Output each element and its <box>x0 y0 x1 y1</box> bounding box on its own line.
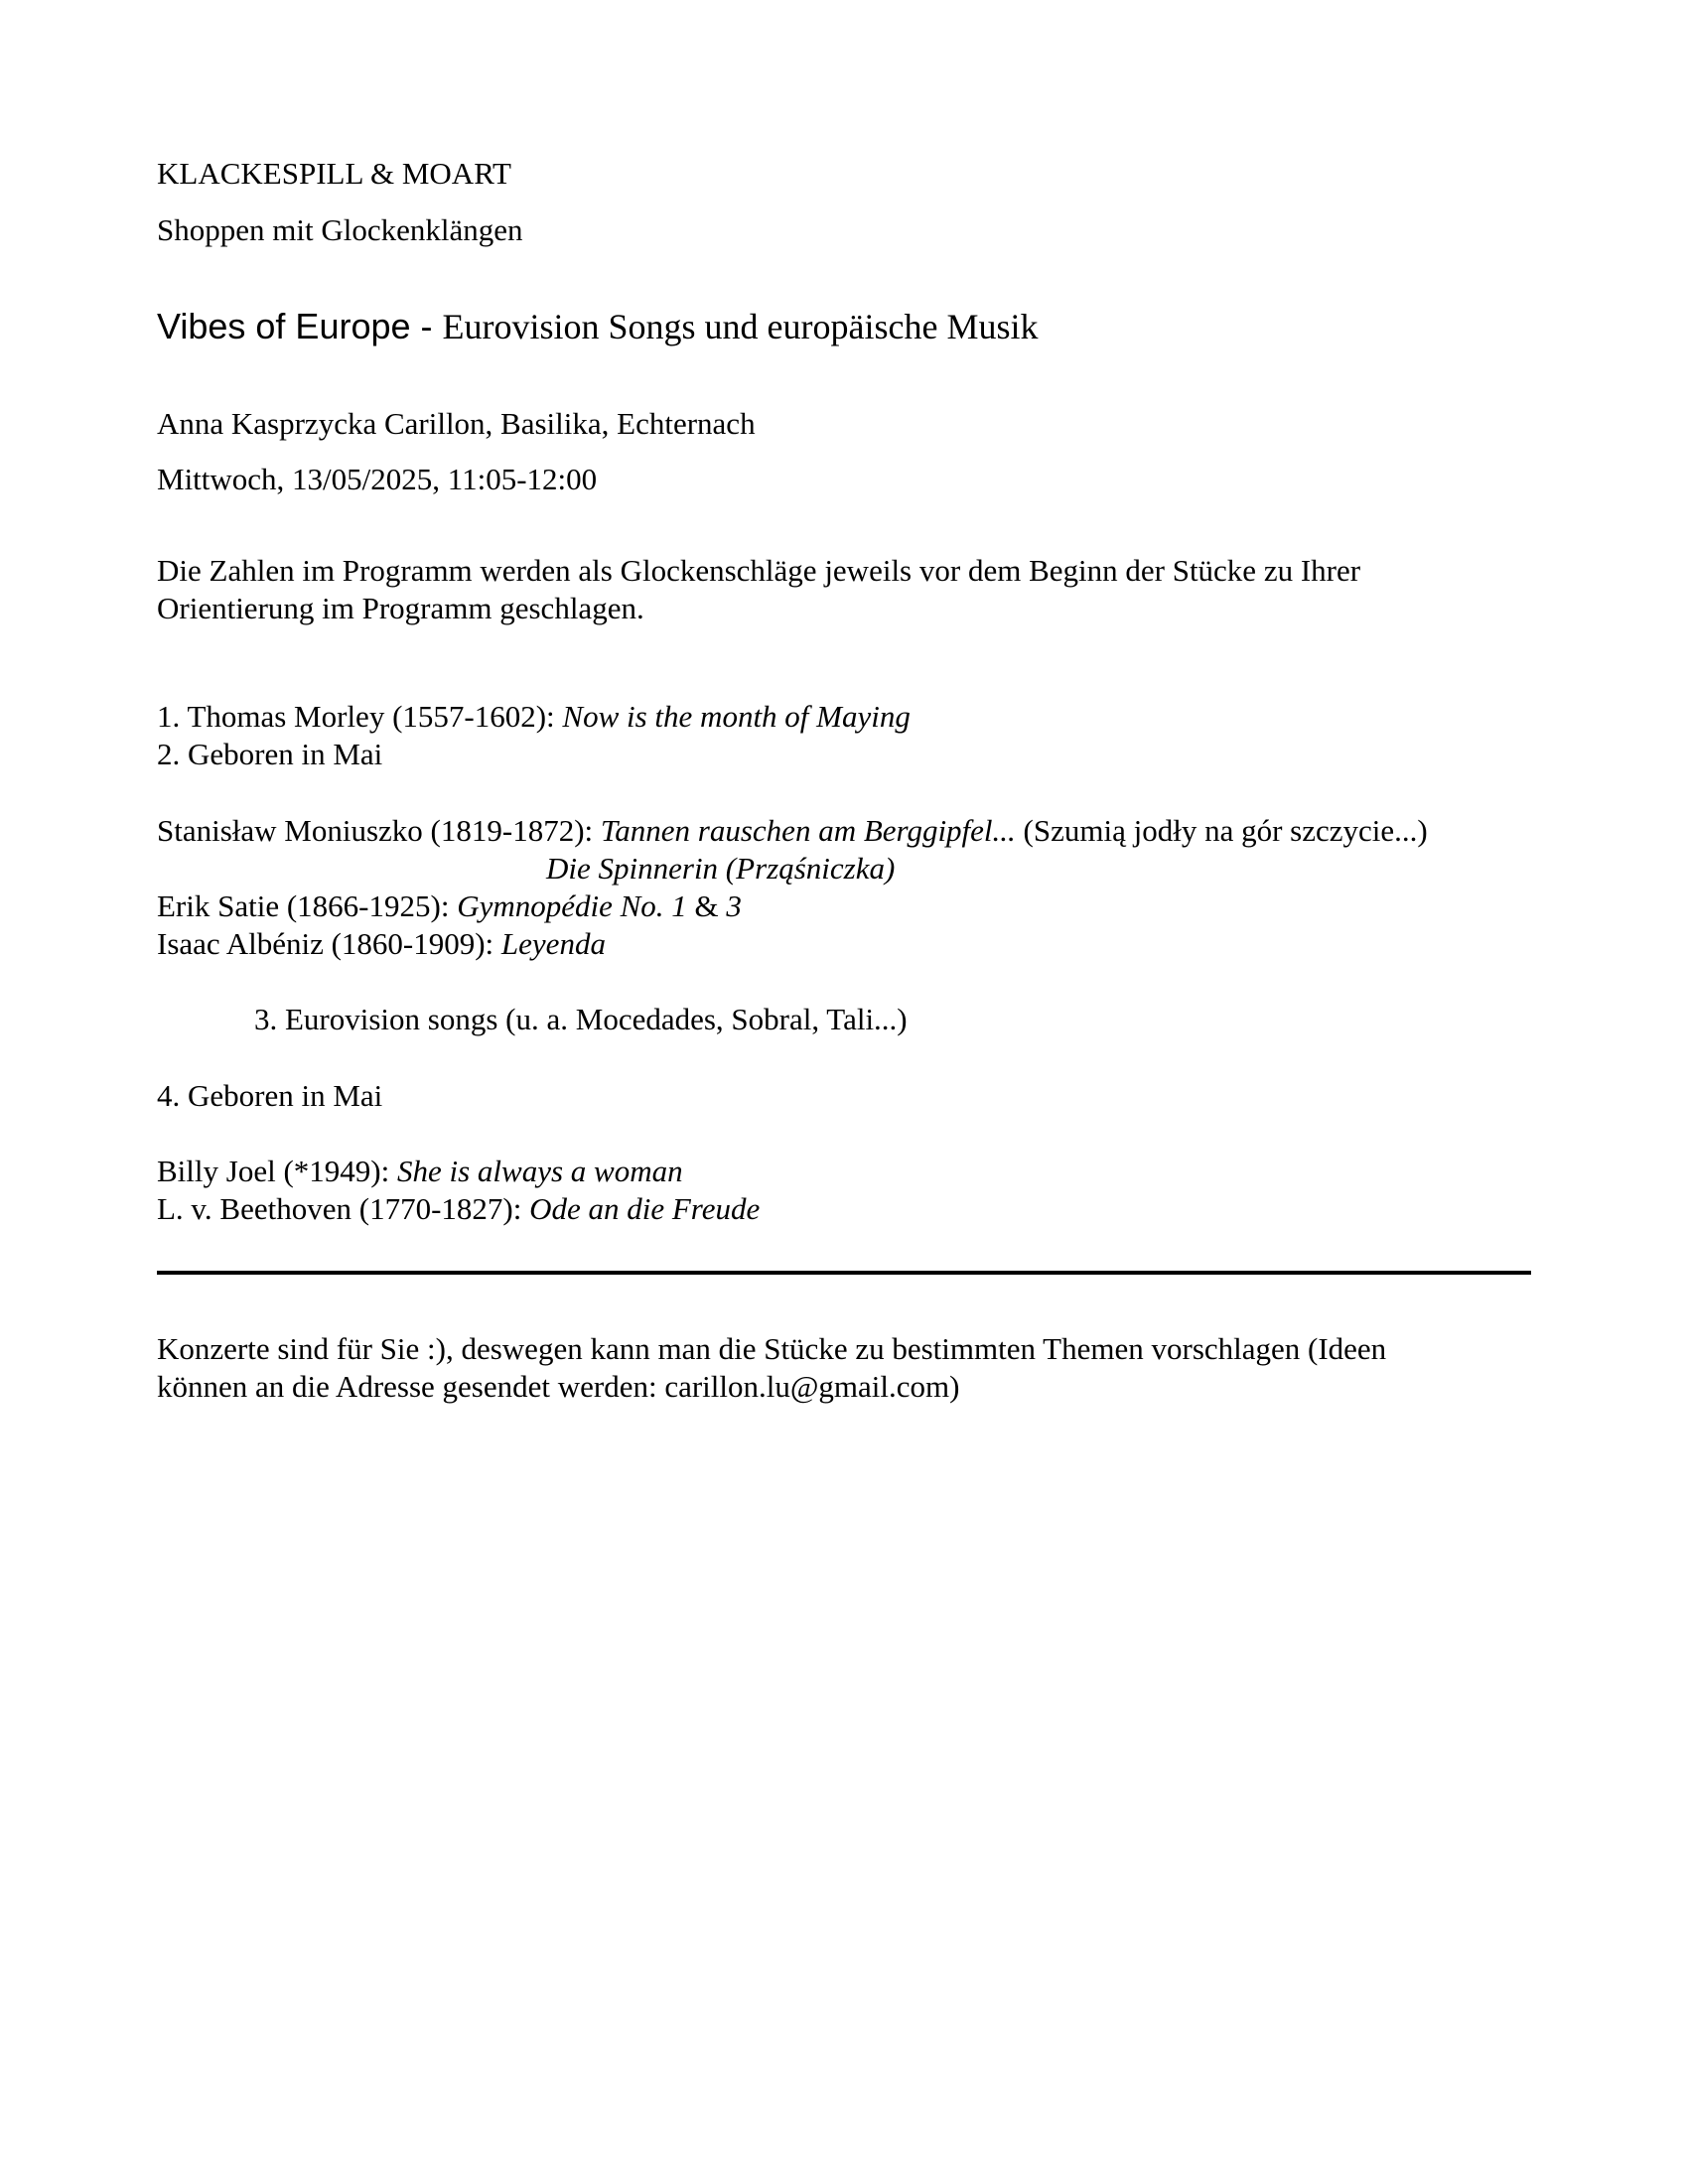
program-title <box>157 308 1038 347</box>
date-time-line: Mittwoch, 13/05/2025, 11:05-12:00 <box>157 462 598 496</box>
beethoven-work: Ode an die Freude <box>529 1191 761 1226</box>
program-entry-moniuszko <box>157 812 1428 850</box>
intro-line-1: Die Zahlen im Programm werden als Glockenschläge jeweils vor dem Beginn der Stücke zu Ihrer <box>157 553 1361 588</box>
performer-line: Anna Kasprzycka Carillon, Basilika, Echternach <box>157 406 756 441</box>
program-item-4: 4. Geboren in Mai <box>157 1078 383 1113</box>
intro-line-2: Orientierung im Programm geschlagen. <box>157 591 644 625</box>
albeniz-work: Leyenda <box>500 926 606 961</box>
satie-composer: Erik Satie (1866-1925): <box>157 888 458 923</box>
program-entry-albeniz <box>157 925 606 963</box>
program-title-part2: Eurovision Songs und europäische Musik <box>442 307 1039 346</box>
item1-composer: 1. Thomas Morley (1557-1602): <box>157 699 563 734</box>
program-item-1 <box>157 698 911 736</box>
moniuszko-work-2: Die Spinnerin (Prząśniczka) <box>546 851 896 886</box>
program-item-2: 2. Geboren in Mai <box>157 737 383 771</box>
venue-title: KLACKESPILL & MOART <box>157 156 511 191</box>
program-entry-joel <box>157 1153 683 1190</box>
albeniz-composer: Isaac Albéniz (1860-1909): <box>157 926 501 961</box>
satie-ampersand: & <box>686 888 727 923</box>
venue-subtitle: Shoppen mit Glockenklängen <box>157 212 523 247</box>
joel-work: She is always a woman <box>396 1154 683 1188</box>
horizontal-divider <box>157 1271 1531 1275</box>
moniuszko-composer: Stanisław Moniuszko (1819-1872): <box>157 813 601 848</box>
moniuszko-original-title: (Szumią jodły na gór szczycie...) <box>1015 813 1428 848</box>
program-entry-beethoven <box>157 1190 760 1228</box>
footer-line-1: Konzerte sind für Sie :), deswegen kann man die Stücke zu bestimmten Themen vorschlagen (Ideen <box>157 1331 1387 1366</box>
beethoven-composer: L. v. Beethoven (1770-1827): <box>157 1191 530 1226</box>
program-item-3: 3. Eurovision songs (u. a. Mocedades, Sobral, Tali...) <box>254 1002 908 1036</box>
program-title-part1: Vibes of Europe - <box>157 306 443 346</box>
moniuszko-work: Tannen rauschen am Berggipfel... <box>600 813 1016 848</box>
satie-work: Gymnopédie No. 1 <box>457 888 687 923</box>
program-entry-satie <box>157 887 742 925</box>
footer-line-2: können an die Adresse gesendet werden: carillon.lu@gmail.com) <box>157 1369 960 1404</box>
satie-work-b: 3 <box>726 888 742 923</box>
item1-work: Now is the month of Maying <box>562 699 911 734</box>
joel-composer: Billy Joel (*1949): <box>157 1154 397 1188</box>
